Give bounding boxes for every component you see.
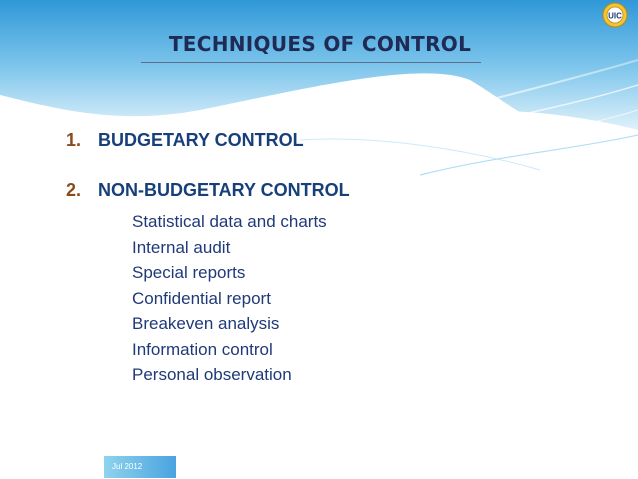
list-item-label: BUDGETARY CONTROL [98, 130, 304, 150]
non-budgetary-techniques-list [132, 209, 327, 388]
sub-item-breakeven-analysis: Breakeven analysis [132, 314, 280, 333]
list-item-label: NON-BUDGETARY CONTROL [98, 180, 350, 200]
list-item-number: 1. [66, 130, 82, 150]
header-wave-background [0, 0, 638, 200]
list-item-budgetary-control [66, 130, 304, 151]
footer-date: Jul 2012 [104, 456, 176, 478]
list-item-number: 2. [66, 180, 82, 200]
sub-item-confidential-report: Confidential report [132, 288, 271, 308]
sub-item-statistical-data: Statistical data and charts [132, 212, 327, 231]
slide-title: TECHNIQUES OF CONTROL [168, 32, 472, 56]
sub-item-personal-observation: Personal observation [132, 365, 292, 384]
institution-logo [596, 2, 634, 28]
logo-text: UIC [608, 11, 622, 21]
sub-item-special-reports: Special reports [132, 263, 246, 282]
sub-item-information-control: Information control [132, 339, 273, 359]
list-item-non-budgetary-control [66, 180, 350, 201]
title-underline [141, 62, 481, 63]
sub-item-internal-audit: Internal audit [132, 237, 231, 257]
